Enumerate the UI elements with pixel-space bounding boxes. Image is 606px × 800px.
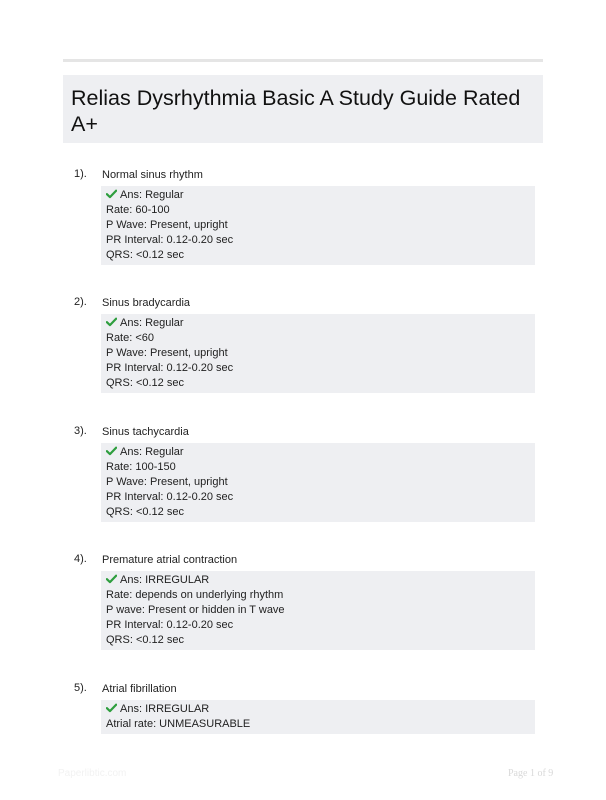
answer-text: Rate: 60-100 xyxy=(106,204,170,216)
answer-line xyxy=(106,717,535,732)
answer-box xyxy=(101,571,535,650)
document-title: Relias Dysrhythmia Basic A Study Guide Rated A+ xyxy=(71,86,521,136)
question-text: Atrial fibrillation xyxy=(102,683,177,695)
answer-text: P wave: Present or hidden in T wave xyxy=(106,604,285,616)
answer-text: PR Interval: 0.12-0.20 sec xyxy=(106,619,234,631)
answer-line xyxy=(106,618,535,633)
check-icon xyxy=(106,446,117,456)
answer-text: Rate: <60 xyxy=(106,332,155,344)
question-text: Sinus tachycardia xyxy=(102,426,189,438)
answer-line xyxy=(106,376,535,391)
answer-line xyxy=(106,346,535,361)
answer-line xyxy=(106,490,535,505)
question-number: 2). xyxy=(74,296,87,308)
answer-text: Ans: IRREGULAR xyxy=(120,703,210,715)
check-icon xyxy=(106,189,117,199)
answer-line xyxy=(106,633,535,648)
answer-text: Atrial rate: UNMEASURABLE xyxy=(106,718,251,730)
answer-box xyxy=(101,186,535,265)
answer-box xyxy=(101,700,535,734)
answer-box xyxy=(101,443,535,522)
footer-watermark: Paperlibtic.com xyxy=(58,768,127,779)
answer-line-primary xyxy=(106,188,535,203)
answer-line xyxy=(106,233,535,248)
question-number: 1). xyxy=(74,168,87,180)
answer-text: Ans: Regular xyxy=(120,446,184,458)
question-number: 3). xyxy=(74,425,87,437)
answer-text: P Wave: Present, upright xyxy=(106,219,228,231)
answer-text: QRS: <0.12 sec xyxy=(106,377,184,389)
answer-text: P Wave: Present, upright xyxy=(106,347,228,359)
answer-line xyxy=(106,505,535,520)
check-icon xyxy=(106,317,117,327)
answer-text: Rate: depends on underlying rhythm xyxy=(106,589,284,601)
answer-line xyxy=(106,361,535,376)
answer-line xyxy=(106,248,535,263)
answer-text: Ans: IRREGULAR xyxy=(120,574,210,586)
answer-text: P Wave: Present, upright xyxy=(106,476,228,488)
answer-box xyxy=(101,314,535,393)
answer-line-primary xyxy=(106,316,535,331)
check-icon xyxy=(106,574,117,584)
answer-text: QRS: <0.12 sec xyxy=(106,634,184,646)
answer-text: Ans: Regular xyxy=(120,317,184,329)
top-divider xyxy=(63,59,543,62)
question-number: 4). xyxy=(74,553,87,565)
answer-line-primary xyxy=(106,702,535,717)
question-text: Premature atrial contraction xyxy=(102,554,238,566)
answer-line xyxy=(106,460,535,475)
answer-text: PR Interval: 0.12-0.20 sec xyxy=(106,362,234,374)
answer-line-primary xyxy=(106,573,535,588)
page-number: Page 1 of 9 xyxy=(508,768,554,779)
title-banner xyxy=(63,75,543,143)
answer-text: PR Interval: 0.12-0.20 sec xyxy=(106,491,234,503)
answer-line xyxy=(106,475,535,490)
answer-line-primary xyxy=(106,445,535,460)
answer-text: PR Interval: 0.12-0.20 sec xyxy=(106,234,234,246)
answer-text: Ans: Regular xyxy=(120,189,184,201)
answer-line xyxy=(106,603,535,618)
question-number: 5). xyxy=(74,682,87,694)
answer-line xyxy=(106,588,535,603)
question-text: Sinus bradycardia xyxy=(102,297,191,309)
answer-line xyxy=(106,218,535,233)
answer-text: QRS: <0.12 sec xyxy=(106,506,184,518)
answer-text: Rate: 100-150 xyxy=(106,461,176,473)
answer-line xyxy=(106,331,535,346)
answer-text: QRS: <0.12 sec xyxy=(106,249,184,261)
answer-line xyxy=(106,203,535,218)
question-text: Normal sinus rhythm xyxy=(102,169,203,181)
check-icon xyxy=(106,703,117,713)
